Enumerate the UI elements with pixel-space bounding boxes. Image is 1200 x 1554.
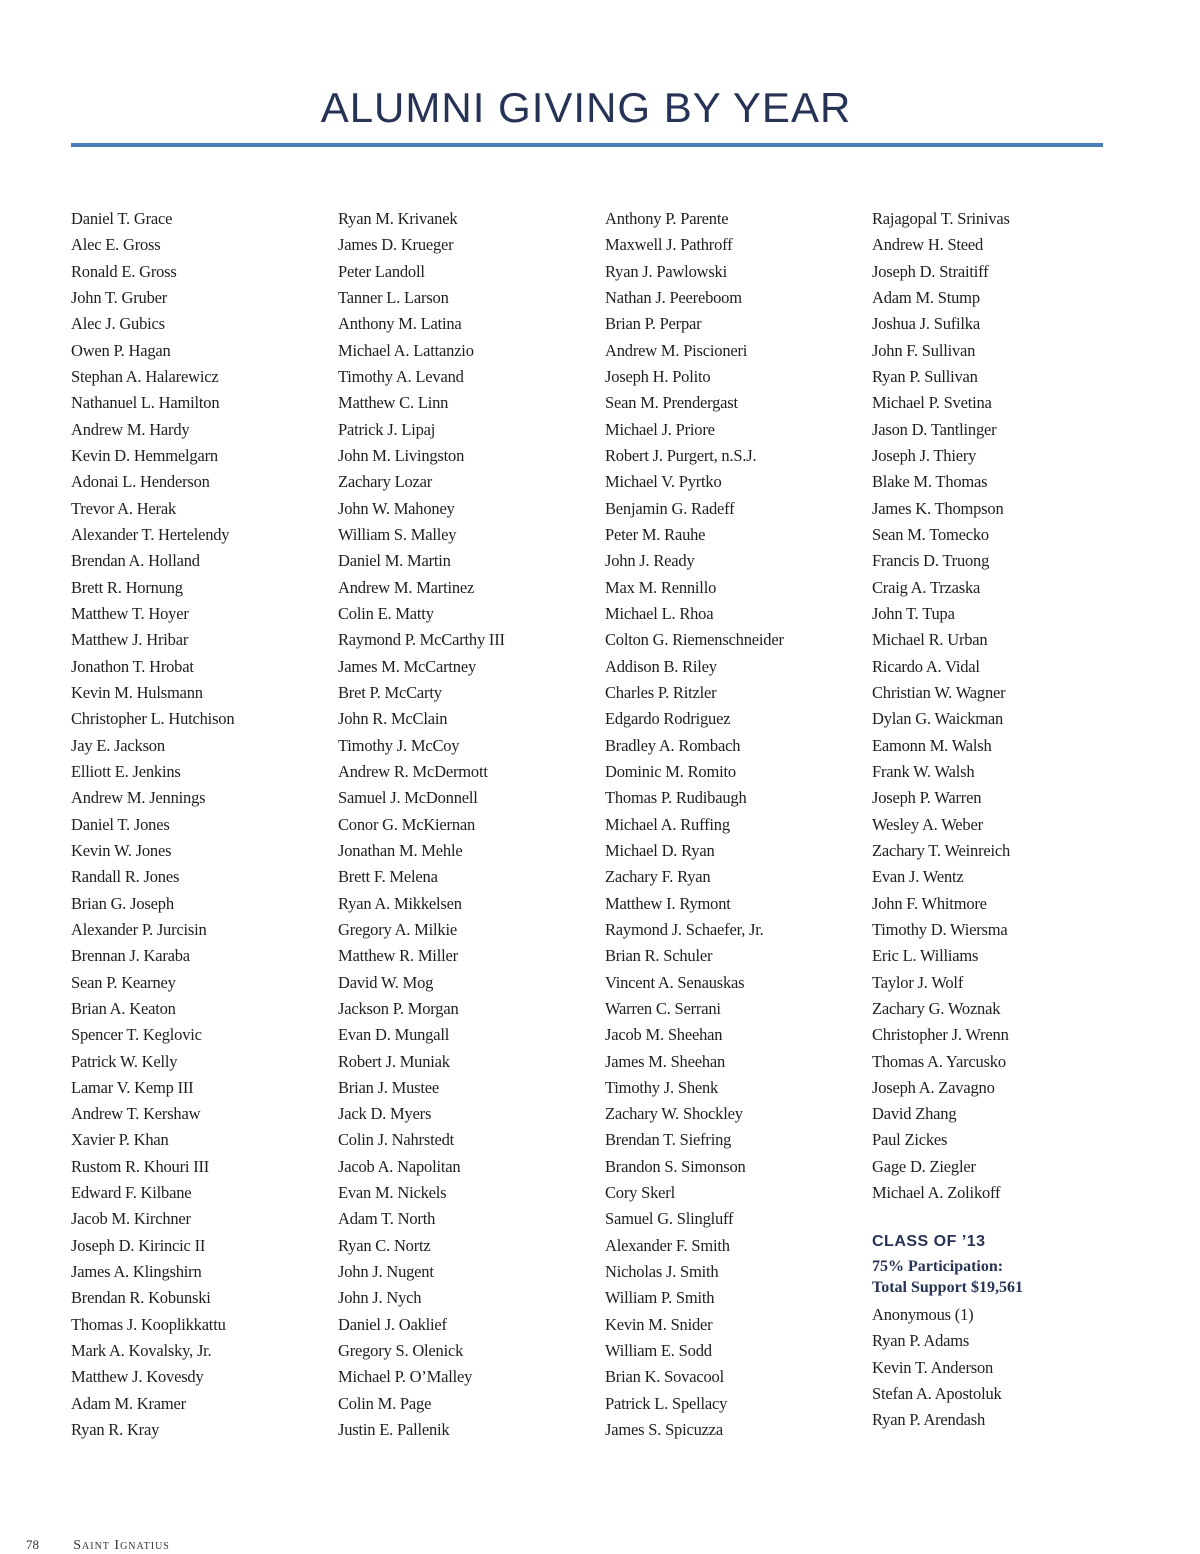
donor-name: Evan D. Mungall: [338, 1025, 450, 1045]
donor-name: Patrick J. Lipaj: [338, 419, 436, 439]
title-divider: [71, 143, 1103, 147]
donor-name: Evan M. Nickels: [338, 1183, 447, 1203]
donor-name: Edward F. Kilbane: [71, 1183, 192, 1203]
donor-name: Brian A. Keaton: [71, 998, 176, 1018]
donor-name: Nicholas J. Smith: [605, 1262, 719, 1282]
donor-name: Sean P. Kearney: [71, 972, 176, 992]
donor-name: Jack D. Myers: [338, 1104, 432, 1124]
donor-name: Joseph J. Thiery: [872, 445, 977, 465]
donor-name: Joseph A. Zavagno: [872, 1077, 995, 1097]
donor-name: John T. Tupa: [872, 603, 955, 623]
donor-name: Alec E. Gross: [71, 235, 161, 255]
donor-name: Mark A. Kovalsky, Jr.: [71, 1341, 212, 1361]
donor-name: Brian K. Sovacool: [605, 1367, 724, 1387]
donor-name: Patrick L. Spellacy: [605, 1393, 728, 1413]
donor-name: Michael P. O’Malley: [338, 1367, 473, 1387]
donor-name: James M. Sheehan: [605, 1051, 726, 1071]
donor-name: Adam M. Stump: [872, 287, 980, 307]
donor-name: Rajagopal T. Srinivas: [872, 209, 1010, 228]
donor-name: Ryan A. Mikkelsen: [338, 893, 462, 913]
donor-name: Brandon S. Simonson: [605, 1156, 746, 1176]
donor-name: Edgardo Rodriguez: [605, 709, 731, 729]
donor-name: Stephan A. Halarewicz: [71, 366, 219, 386]
donor-column-1: [71, 206, 321, 1443]
donor-name: Alec J. Gubics: [71, 314, 165, 334]
donor-name: Blake M. Thomas: [872, 472, 988, 492]
donor-name: Andrew M. Piscioneri: [605, 340, 748, 360]
donor-name: Brendan T. Siefring: [605, 1130, 732, 1150]
donor-name: Timothy J. Shenk: [605, 1077, 719, 1097]
donor-name: Anonymous (1): [872, 1305, 974, 1324]
donor-name: David W. Mog: [338, 972, 434, 992]
donor-name: Michael A. Zolikoff: [872, 1183, 1001, 1203]
donor-name: Zachary W. Shockley: [605, 1104, 743, 1124]
donor-name: Joseph D. Straitiff: [872, 261, 989, 281]
donor-name: Andrew M. Jennings: [71, 788, 206, 808]
donor-name: Randall R. Jones: [71, 867, 180, 887]
donor-name: Colton G. Riemenschneider: [605, 630, 784, 650]
donor-name: Brian J. Mustee: [338, 1077, 440, 1097]
donor-name: William E. Sodd: [605, 1341, 712, 1361]
donor-name: Brendan A. Holland: [71, 551, 200, 571]
donor-name: Kevin M. Snider: [605, 1314, 713, 1334]
donor-name: Joseph H. Polito: [605, 366, 711, 386]
donor-name: Lamar V. Kemp III: [71, 1077, 194, 1097]
donor-name: Bradley A. Rombach: [605, 735, 741, 755]
donor-name: Sean M. Prendergast: [605, 393, 738, 413]
donor-name: Ryan M. Krivanek: [338, 209, 458, 228]
donor-name: Samuel J. McDonnell: [338, 788, 478, 808]
donor-name: Jacob A. Napolitan: [338, 1156, 461, 1176]
donor-name: Robert J. Muniak: [338, 1051, 450, 1071]
donor-name: Daniel J. Oaklief: [338, 1314, 447, 1334]
donor-name: Alexander T. Hertelendy: [71, 524, 230, 544]
donor-name: Gregory A. Milkie: [338, 919, 457, 939]
donor-name: Michael P. Svetina: [872, 393, 992, 413]
donor-name: Xavier P. Khan: [71, 1130, 169, 1150]
donor-name: Matthew J. Hribar: [71, 630, 189, 650]
donor-name: Daniel M. Martin: [338, 551, 451, 571]
donor-name: Michael R. Urban: [872, 630, 988, 650]
donor-name: Frank W. Walsh: [872, 761, 975, 781]
donor-name: James A. Klingshirn: [71, 1262, 202, 1282]
donor-name: Andrew H. Steed: [872, 235, 984, 255]
donor-name: Matthew I. Rymont: [605, 893, 731, 913]
donor-name: Ryan P. Arendash: [872, 1410, 986, 1430]
donor-name: Timothy A. Levand: [338, 366, 464, 386]
page-title: ALUMNI GIVING BY YEAR: [320, 84, 852, 131]
donor-name: Michael V. Pyrtko: [605, 472, 722, 492]
donor-name: Ryan P. Sullivan: [872, 366, 978, 386]
donor-name: Adam M. Kramer: [71, 1393, 186, 1413]
donor-name: Jay E. Jackson: [71, 735, 165, 755]
donor-name: Michael D. Ryan: [605, 840, 715, 860]
donor-name: William P. Smith: [605, 1288, 715, 1308]
class-heading: CLASS OF ’13: [872, 1233, 986, 1250]
donor-name: Cory Skerl: [605, 1183, 675, 1203]
donor-name: Brett R. Hornung: [71, 577, 183, 597]
donor-name: Brian P. Perpar: [605, 314, 702, 334]
donor-name: Joseph D. Kirincic II: [71, 1235, 206, 1255]
donor-name: Jackson P. Morgan: [338, 998, 459, 1018]
donor-name: Brian G. Joseph: [71, 893, 174, 913]
donor-name: Nathan J. Peereboom: [605, 287, 742, 307]
donor-name: Eric L. Williams: [872, 946, 979, 966]
donor-name: Jacob M. Kirchner: [71, 1209, 191, 1229]
donor-column-4: [872, 206, 1122, 1206]
donor-name: Colin M. Page: [338, 1393, 432, 1413]
donor-name: Dylan G. Waickman: [872, 709, 1004, 729]
donor-name: Christopher J. Wrenn: [872, 1025, 1009, 1045]
donor-name: Matthew T. Hoyer: [71, 603, 189, 623]
donor-name: Anthony M. Latina: [338, 314, 462, 334]
donor-name: Colin E. Matty: [338, 603, 434, 623]
donor-name: John T. Gruber: [71, 287, 168, 307]
donor-name: Thomas J. Kooplikkattu: [71, 1314, 226, 1334]
donor-name: Stefan A. Apostoluk: [872, 1383, 1002, 1403]
donor-name: Colin J. Nahrstedt: [338, 1130, 455, 1150]
donor-name: James S. Spicuzza: [605, 1420, 724, 1440]
donor-name: Justin E. Pallenik: [338, 1420, 450, 1440]
donor-name: Andrew M. Hardy: [71, 419, 190, 439]
donor-name: Nathanuel L. Hamilton: [71, 393, 220, 413]
donor-name: Anthony P. Parente: [605, 209, 729, 228]
donor-name: Raymond P. McCarthy III: [338, 630, 505, 650]
donor-name: Paul Zickes: [872, 1130, 948, 1150]
donor-name: Max M. Rennillo: [605, 577, 717, 597]
participation-stat: 75% Participation:: [872, 1258, 1004, 1275]
donor-name: Michael J. Priore: [605, 419, 715, 439]
donor-name: Timothy D. Wiersma: [872, 919, 1008, 939]
donor-name: Andrew M. Martinez: [338, 577, 475, 597]
donor-name: James M. McCartney: [338, 656, 476, 676]
page-footer: [26, 1537, 170, 1554]
donor-name: James K. Thompson: [872, 498, 1004, 518]
donor-name: Brett F. Melena: [338, 867, 438, 887]
donor-name: Trevor A. Herak: [71, 498, 176, 518]
donor-name: Samuel G. Slingluff: [605, 1209, 734, 1229]
donor-name: Ryan J. Pawlowski: [605, 261, 727, 281]
donor-name: Brennan J. Karaba: [71, 946, 190, 966]
donor-column-3: [605, 206, 855, 1443]
donor-name: Jonathan M. Mehle: [338, 840, 463, 860]
donor-name: Daniel T. Grace: [71, 209, 173, 228]
donor-name: Warren C. Serrani: [605, 998, 721, 1018]
donor-name: Dominic M. Romito: [605, 761, 736, 781]
donor-name: Zachary G. Woznak: [872, 998, 1001, 1018]
donor-name: Benjamin G. Radeff: [605, 498, 735, 518]
donor-name: Patrick W. Kelly: [71, 1051, 178, 1071]
class-of-13-donor-list: [872, 1302, 1122, 1434]
donor-name: Vincent A. Senauskas: [605, 972, 745, 992]
donor-name: Ronald E. Gross: [71, 261, 177, 281]
donor-name: Jacob M. Sheehan: [605, 1025, 723, 1045]
class-of-13-section: [872, 1228, 1122, 1434]
donor-name: Michael A. Lattanzio: [338, 340, 474, 360]
donor-name: John M. Livingston: [338, 445, 465, 465]
donor-name: Michael L. Rhoa: [605, 603, 714, 623]
donor-name: Jonathon T. Hrobat: [71, 656, 194, 676]
donor-name: Taylor J. Wolf: [872, 972, 964, 992]
donor-name: Peter M. Rauhe: [605, 524, 706, 544]
donor-name: Zachary Lozar: [338, 472, 433, 492]
donor-name: Zachary T. Weinreich: [872, 840, 1011, 860]
donor-name: Matthew J. Kovesdy: [71, 1367, 204, 1387]
donor-name: Brian R. Schuler: [605, 946, 713, 966]
donor-name: Maxwell J. Pathroff: [605, 235, 733, 255]
donor-name: James D. Krueger: [338, 235, 454, 255]
donor-name: Ryan R. Kray: [71, 1420, 160, 1440]
donor-name: John J. Nych: [338, 1288, 422, 1308]
donor-name: John J. Nugent: [338, 1262, 434, 1282]
donor-name: Kevin D. Hemmelgarn: [71, 445, 218, 465]
donor-name: Owen P. Hagan: [71, 340, 171, 360]
donor-name: Adam T. North: [338, 1209, 436, 1229]
donor-name: Addison B. Riley: [605, 656, 717, 676]
donor-name: Spencer T. Keglovic: [71, 1025, 202, 1045]
donor-name: Zachary F. Ryan: [605, 867, 711, 887]
donor-name: Andrew T. Kershaw: [71, 1104, 201, 1124]
donor-name: Thomas P. Rudibaugh: [605, 788, 747, 808]
donor-name: Matthew R. Miller: [338, 946, 458, 966]
donor-name: Kevin M. Hulsmann: [71, 682, 203, 702]
donor-name: Brendan R. Kobunski: [71, 1288, 211, 1308]
donor-name: William S. Malley: [338, 524, 457, 544]
donor-name: Alexander F. Smith: [605, 1235, 730, 1255]
donor-name: Eamonn M. Walsh: [872, 735, 992, 755]
donor-name: Wesley A. Weber: [872, 814, 983, 834]
donor-name: Christopher L. Hutchison: [71, 709, 235, 729]
donor-name: Robert J. Purgert, n.S.J.: [605, 445, 757, 465]
donor-name: Timothy J. McCoy: [338, 735, 460, 755]
donor-name: John W. Mahoney: [338, 498, 455, 518]
page-number: 78: [26, 1537, 39, 1552]
donor-name: Kevin T. Anderson: [872, 1357, 994, 1377]
donor-name: Evan J. Wentz: [872, 867, 964, 887]
donor-name: Tanner L. Larson: [338, 287, 449, 307]
donor-name: John R. McClain: [338, 709, 448, 729]
donor-name: Sean M. Tomecko: [872, 524, 989, 544]
publication-name: Saint Ignatius: [73, 1538, 170, 1553]
donor-name: Jason D. Tantlinger: [872, 419, 997, 439]
donor-name: Peter Landoll: [338, 261, 425, 281]
donor-name: Thomas A. Yarcusko: [872, 1051, 1006, 1071]
donor-name: Charles P. Ritzler: [605, 682, 717, 702]
donor-name: John F. Whitmore: [872, 893, 987, 913]
donor-name: Conor G. McKiernan: [338, 814, 476, 834]
donor-name: Michael A. Ruffing: [605, 814, 730, 834]
donor-name: John F. Sullivan: [872, 340, 976, 360]
donor-name: Matthew C. Linn: [338, 393, 449, 413]
donor-name: Elliott E. Jenkins: [71, 761, 181, 781]
donor-name: Bret P. McCarty: [338, 682, 442, 702]
donor-name: Daniel T. Jones: [71, 814, 170, 834]
donor-name: John J. Ready: [605, 551, 695, 571]
donor-name: Kevin W. Jones: [71, 840, 172, 860]
donor-name: David Zhang: [872, 1104, 957, 1124]
donor-name: Craig A. Trzaska: [872, 577, 981, 597]
donor-name: Francis D. Truong: [872, 551, 990, 571]
total-support-stat: Total Support $19,561: [872, 1279, 1023, 1296]
donor-name: Joseph P. Warren: [872, 788, 982, 808]
donor-name: Alexander P. Jurcisin: [71, 919, 207, 939]
donor-column-2: [338, 206, 588, 1443]
donor-name: Gregory S. Olenick: [338, 1341, 464, 1361]
donor-name: Joshua J. Sufilka: [872, 314, 980, 334]
donor-name: Raymond J. Schaefer, Jr.: [605, 919, 764, 939]
donor-name: Gage D. Ziegler: [872, 1156, 976, 1176]
donor-name: Andrew R. McDermott: [338, 761, 488, 781]
donor-name: Ricardo A. Vidal: [872, 656, 980, 676]
donor-name: Ryan P. Adams: [872, 1331, 970, 1351]
donor-name: Rustom R. Khouri III: [71, 1156, 210, 1176]
donor-name: Adonai L. Henderson: [71, 472, 210, 492]
donor-name: Ryan C. Nortz: [338, 1235, 431, 1255]
donor-name: Christian W. Wagner: [872, 682, 1006, 702]
